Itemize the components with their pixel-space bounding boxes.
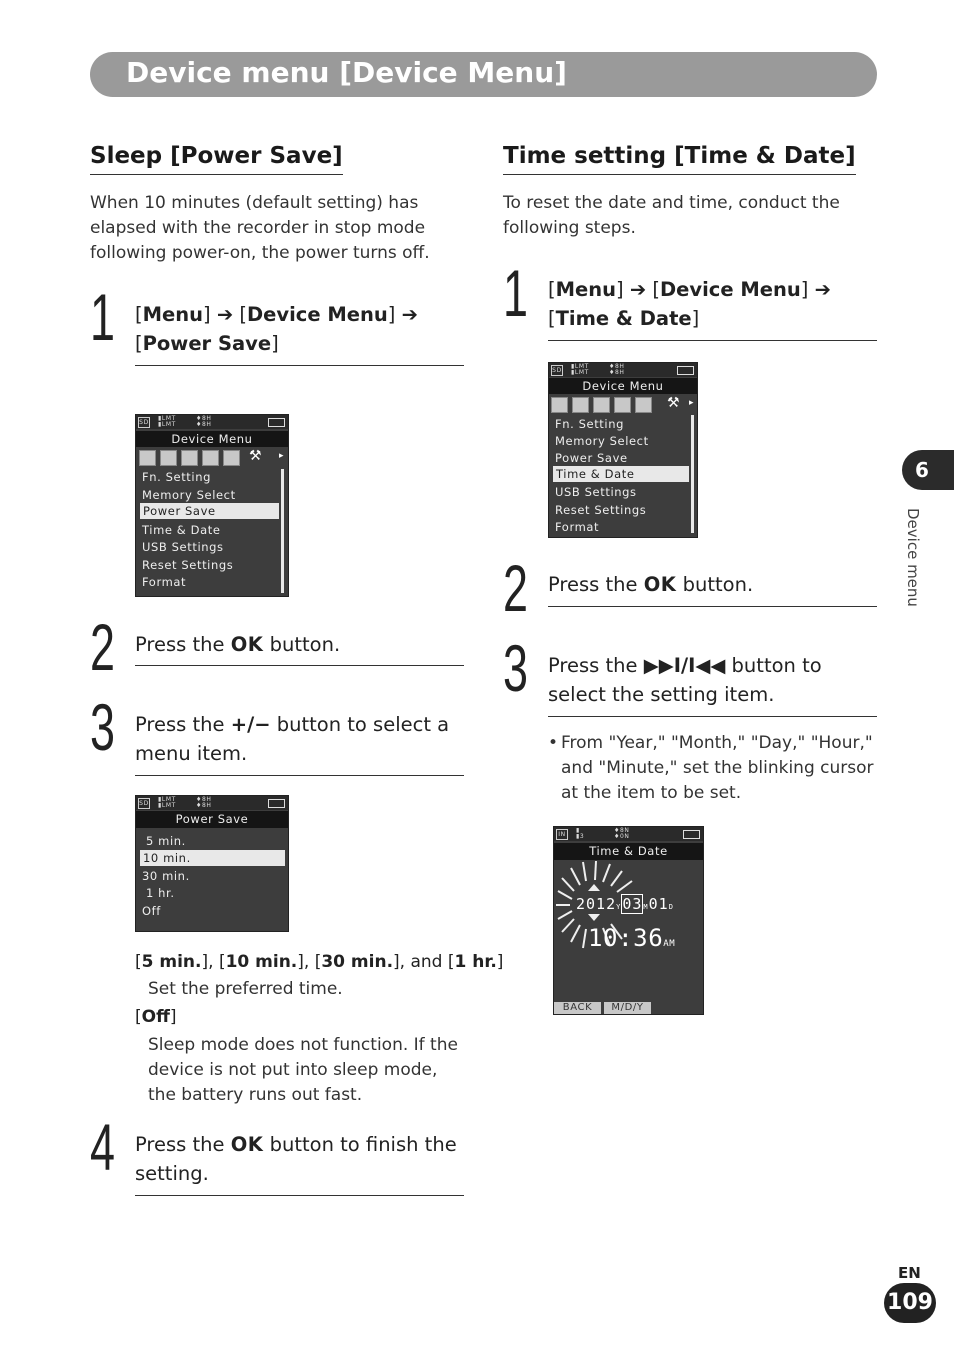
lcd-power-save-screen: SD ▮LMT ▮LMT ♦8H ♦8H Power Save 5 min. 10 min. 30 min. 1 hr. Off <box>135 795 289 932</box>
step2-instruction: Press the OK button. <box>135 633 341 656</box>
lcd-mdy-label: M/D/Y <box>604 1002 651 1014</box>
step2-instruction: Press the OK button. <box>548 573 754 596</box>
step-number: 3 <box>90 690 115 764</box>
step-number: 2 <box>503 551 528 625</box>
display-icon <box>223 450 240 466</box>
step-divider <box>548 716 877 717</box>
step-number: 2 <box>90 610 115 684</box>
tools-icon: ⚒ <box>667 395 681 411</box>
step-divider <box>135 365 464 366</box>
step-number: 4 <box>90 1110 115 1184</box>
step-divider <box>135 1195 464 1196</box>
lcd-time-date-screen: IN ▮ ▮3 ♦8N ♦0N Time & Date 2012Y03M01D 10:36AM BACK M/D/Y <box>553 826 704 1015</box>
section-heading-sleep: Sleep [Power Save] <box>90 142 343 175</box>
bullet-text: From "Year," "Month," "Day," "Hour," and "Minute," set the blinking cursor at the item to be set. <box>561 733 874 803</box>
tuner-icon <box>614 397 631 413</box>
option-times-desc: Set the preferred time. <box>148 979 343 999</box>
step-number: 3 <box>503 631 528 705</box>
lcd-device-menu-screen: SD ▮LMT ▮LMT ♦8H ♦8H Device Menu ⚒ ▸ Fn. Setting Memory Select Power Save Time & Date USB Settings Reset Settings Format <box>135 414 289 597</box>
chevron-right-icon: ▸ <box>279 451 285 461</box>
chapter-number: 6 <box>915 458 929 482</box>
chevron-right-icon: ▸ <box>689 398 695 408</box>
step4-instruction: Press the OK button to finish the setting. <box>135 1133 457 1185</box>
tuner-icon <box>202 450 219 466</box>
lcd-back-label: BACK <box>554 1002 601 1014</box>
play-icon <box>572 397 589 413</box>
section-heading-time: Time setting [Time & Date] <box>503 142 856 175</box>
mic-icon <box>551 397 568 413</box>
option-times-label: [5 min.], [10 min.], [30 min.], and [1 hr.] <box>135 952 504 972</box>
bullet-dot: • <box>548 733 559 753</box>
chapter-label: Device menu <box>904 508 922 607</box>
step1-instruction: [Menu] ➔ [Device Menu] ➔ [Time & Date] <box>548 278 831 330</box>
time-readout: 10:36AM <box>588 924 676 952</box>
step-divider <box>135 775 464 776</box>
sleep-intro: When 10 minutes (default setting) has elapsed with the recorder in stop mode following power-on, the power turns off. <box>90 193 430 263</box>
page-number: 109 <box>887 1290 933 1315</box>
step3-instruction: Press the +/− button to select a menu item. <box>135 713 450 765</box>
file-icon <box>593 397 610 413</box>
page-title: Device menu [Device Menu] <box>126 56 567 89</box>
time-intro: To reset the date and time, conduct the following steps. <box>503 193 840 238</box>
display-icon <box>635 397 652 413</box>
step-divider <box>548 340 877 341</box>
option-off-desc: Sleep mode does not function. If the device is not put into sleep mode, the battery runs out fast. <box>148 1035 458 1105</box>
step-number: 1 <box>90 280 115 354</box>
language-code: EN <box>898 1264 921 1282</box>
option-off-label: [Off] <box>135 1007 177 1027</box>
step-divider <box>135 665 464 666</box>
step3-instruction: Press the ▶▶I/I◀◀ button to select the setting item. <box>548 654 822 706</box>
file-icon <box>181 450 198 466</box>
lcd-device-menu-screen: SD ▮LMT ▮LMT ♦8H ♦8H Device Menu ⚒ ▸ Fn. Setting Memory Select Power Save Time & Date USB Settings Reset Settings Format <box>548 362 698 538</box>
step-divider <box>548 606 877 607</box>
tools-icon: ⚒ <box>249 448 263 464</box>
mic-icon <box>139 450 156 466</box>
date-readout: 2012Y03M01D <box>576 895 674 913</box>
step1-instruction: [Menu] ➔ [Device Menu] ➔ [Power Save] <box>135 303 418 355</box>
step-number: 1 <box>503 256 528 330</box>
play-icon <box>160 450 177 466</box>
